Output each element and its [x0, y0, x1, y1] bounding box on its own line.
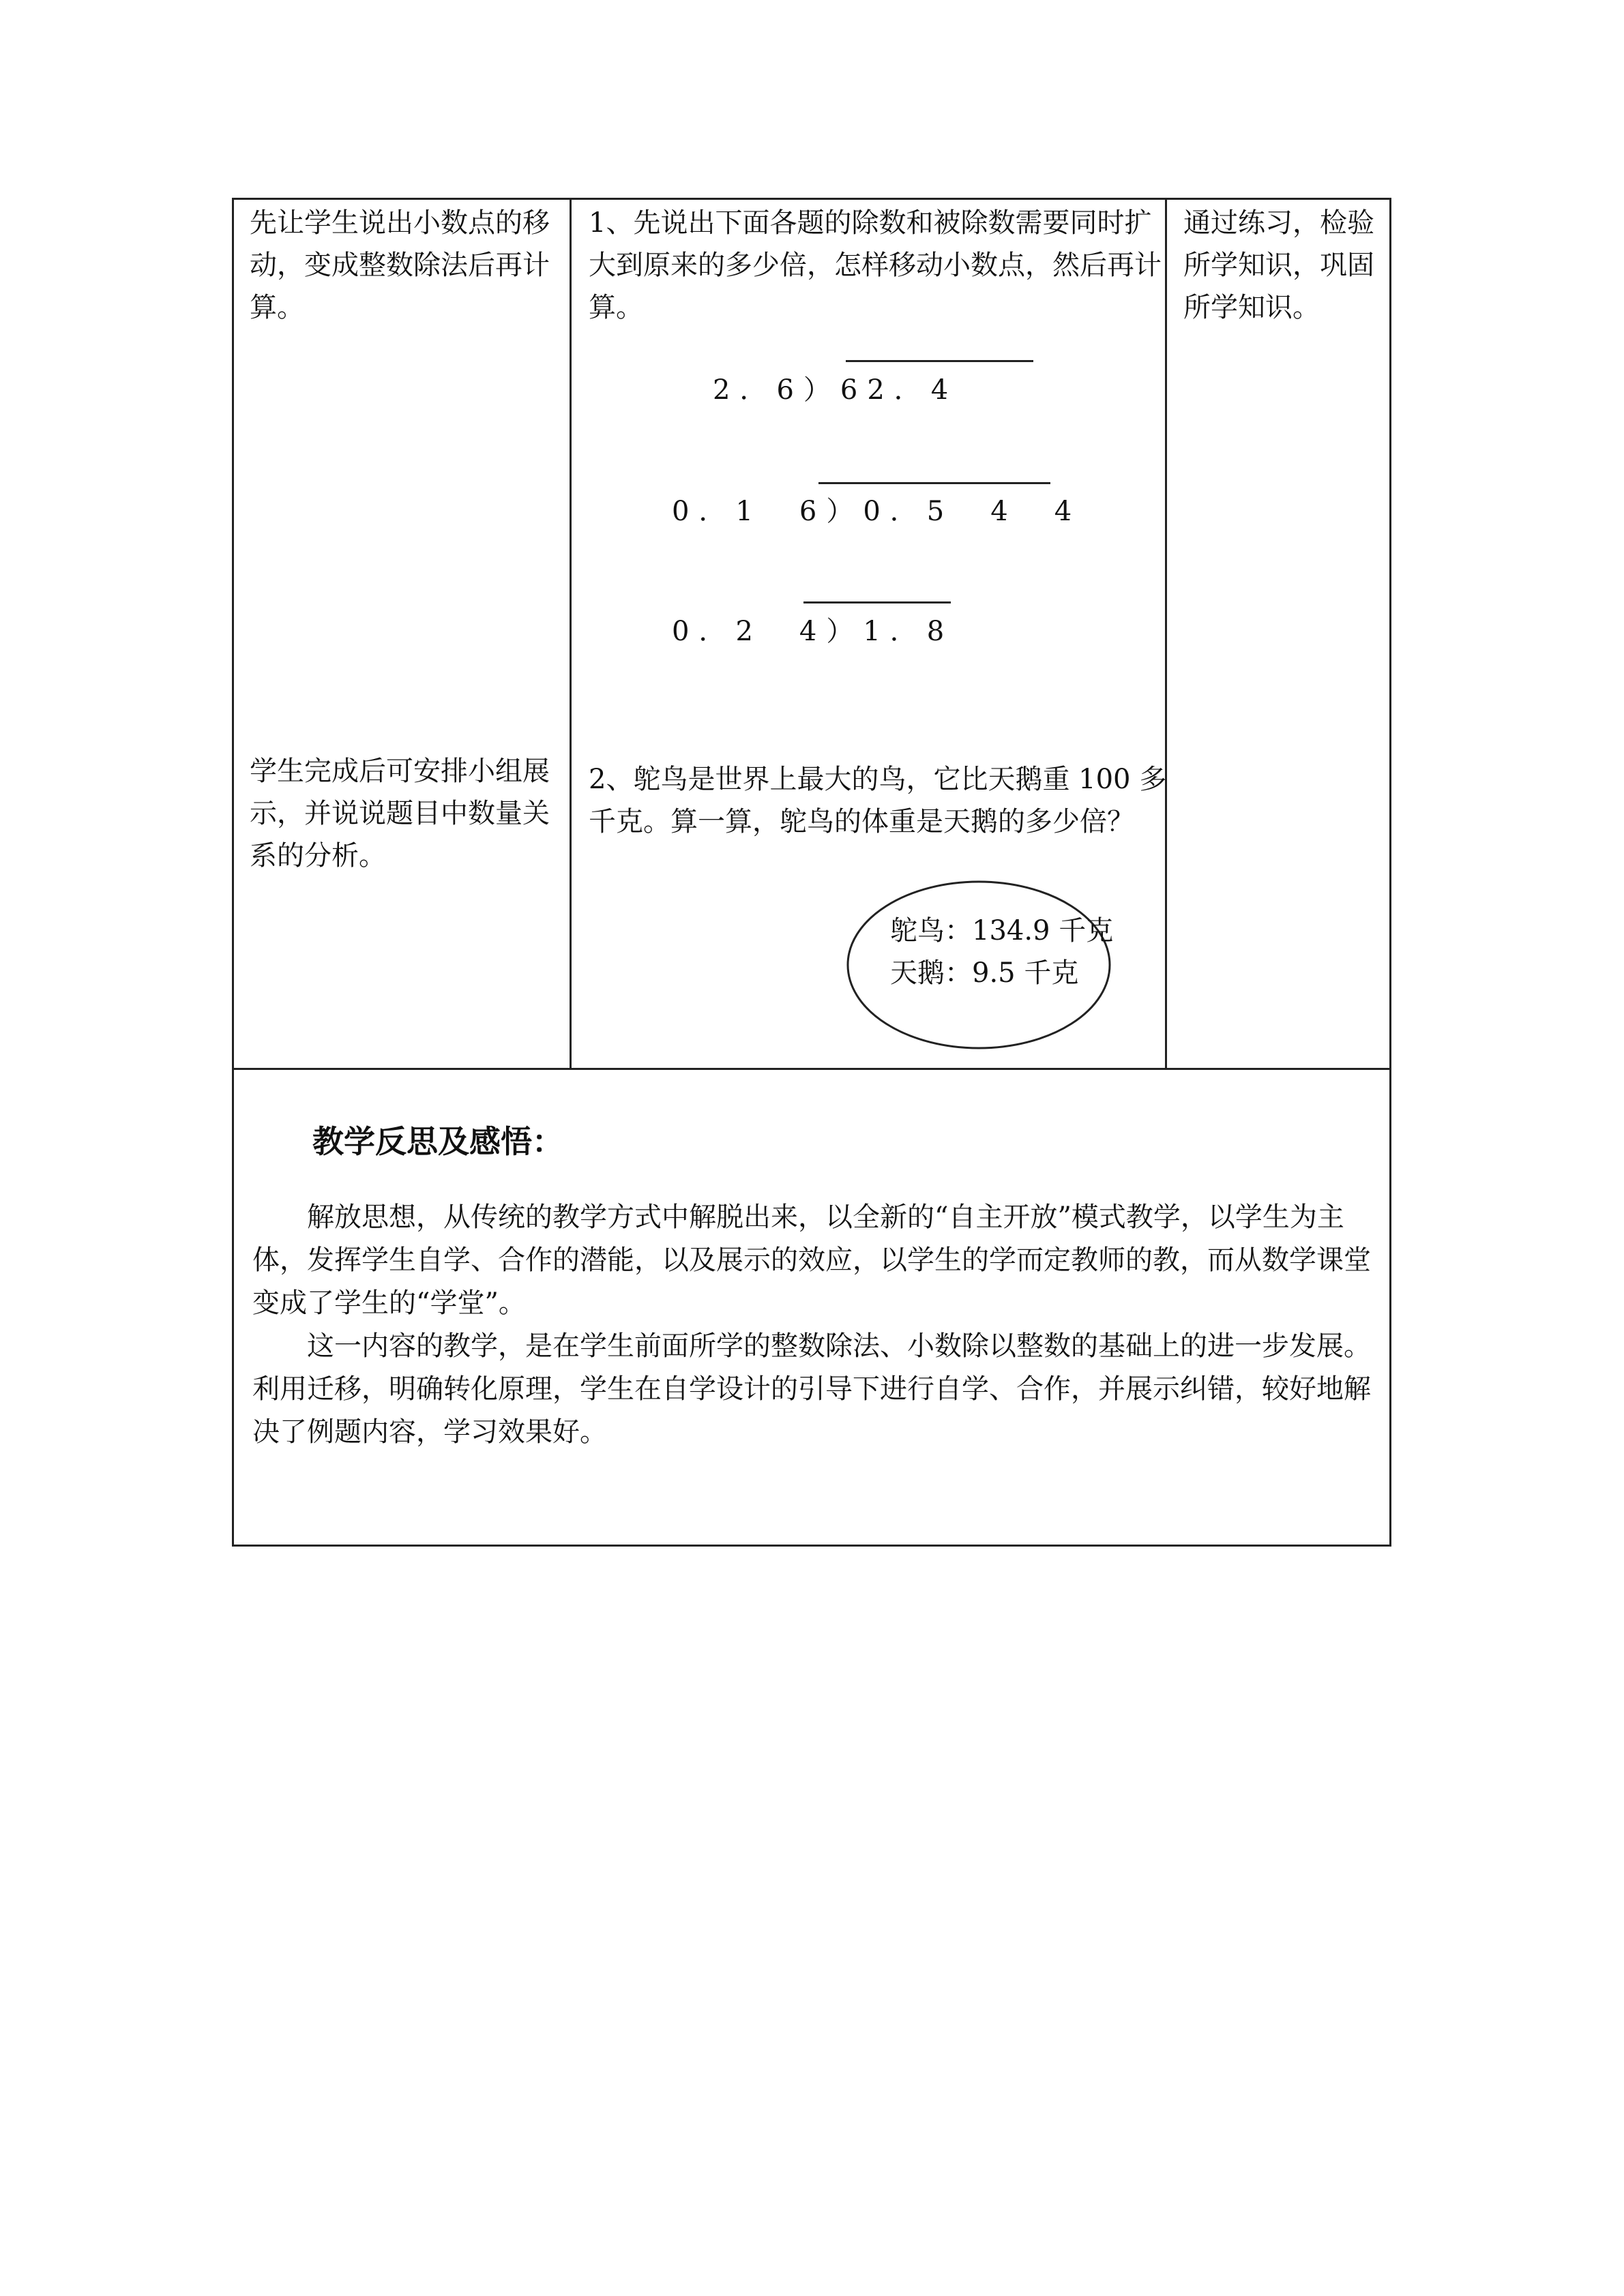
ostrich-weight: 鸵鸟：134.9 千克	[890, 915, 1114, 946]
lesson-table	[232, 198, 1391, 1547]
exercise-2-text: 2、鸵鸟是世界上最大的鸟，它比天鹅重 100 多千克。算一算，鸵鸟的体重是天鹅的多少倍？	[589, 764, 1167, 837]
reflection-paragraph-1: 解放思想，从传统的教学方式中解脱出来，以全新的“自主开放”模式教学，以学生为主体，发挥学生自学、合作的潜能，以及展示的效应，以学生的学而定教师的教，而从数学课堂变成了学生的“学堂”。	[252, 1202, 1371, 1319]
divisor-2: 0．1 6	[672, 496, 827, 527]
row-divider	[232, 1068, 1391, 1070]
divisor-1: 2．6	[713, 374, 803, 406]
dividend-1: 62．4	[840, 374, 958, 406]
reflection-title: 教学反思及感悟：	[312, 1123, 563, 1160]
teacher-guidance-text: 先让学生说出小数点的移动，变成整数除法后再计算。	[250, 207, 550, 323]
exercise-1-text: 1、先说出下面各题的除数和被除数需要同时扩大到原来的多少倍，怎样移动小数点，然后再计算。	[589, 207, 1162, 323]
division-bracket: ）	[826, 496, 863, 527]
division-bar-3	[803, 601, 951, 603]
column-divider-1	[570, 198, 572, 1069]
division-bar-1	[846, 360, 1033, 362]
division-bracket: ）	[826, 616, 863, 647]
division-problem-1	[713, 368, 958, 407]
swan-weight: 天鹅：9.5 千克	[890, 957, 1079, 989]
dividend-2: 0．5 4 4	[863, 496, 1082, 527]
dividend-3: 1．8	[863, 616, 954, 647]
division-problem-3	[672, 610, 954, 648]
design-intent-text: 通过练习，检验所学知识，巩固所学知识。	[1183, 207, 1374, 323]
division-problem-2	[672, 490, 1081, 528]
reflection-paragraph-2: 这一内容的教学，是在学生前面所学的整数除法、小数除以整数的基础上的进一步发展。利用迁移，明确转化原理，学生在自学设计的引导下进行自学、合作，并展示纠错，较好地解决了例题内容，学习效果好。	[252, 1330, 1371, 1448]
divisor-3: 0．2 4	[672, 616, 827, 647]
division-bracket: ）	[803, 374, 840, 406]
division-bar-2	[818, 482, 1050, 484]
teacher-guidance-text-2: 学生完成后可安排小组展示，并说说题目中数量关系的分析。	[250, 756, 550, 871]
